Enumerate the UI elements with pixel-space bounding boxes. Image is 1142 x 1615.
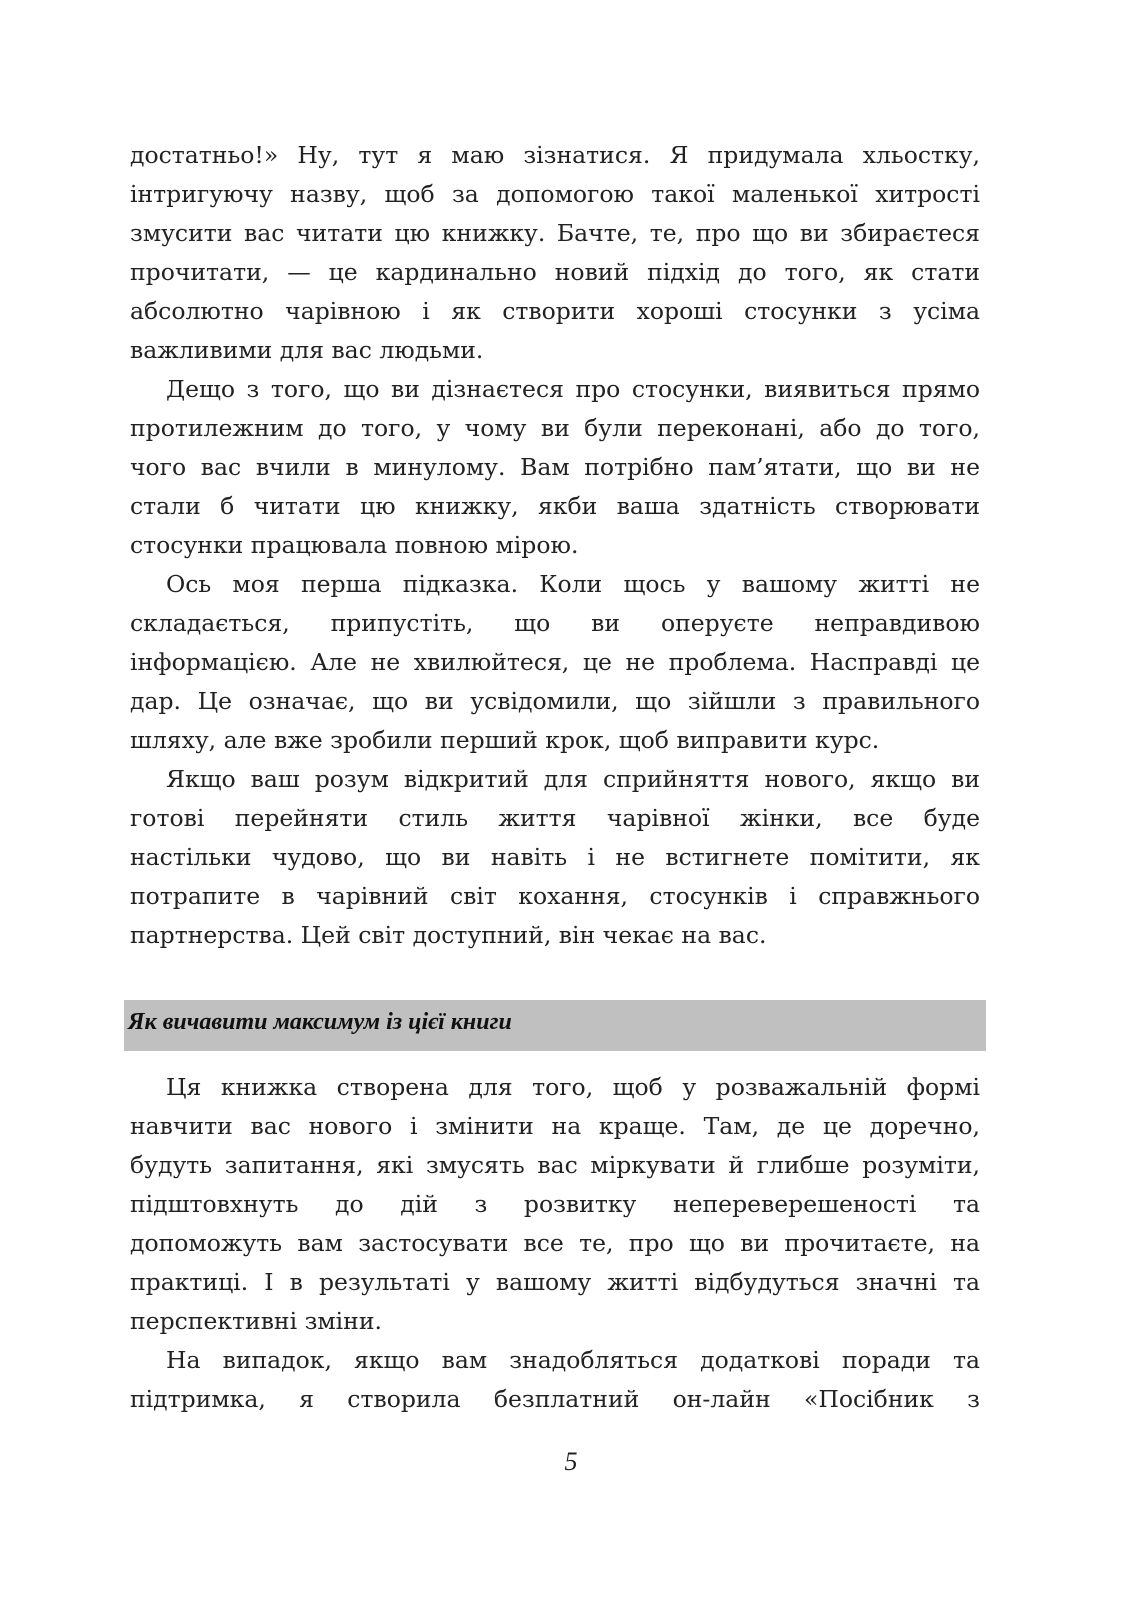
paragraph-line: перспективні зміни. (130, 1307, 382, 1335)
paragraph-line: стали б читати цю книжку, якби ваша здатність створювати (130, 492, 980, 520)
paragraph-line: навчити вас нового і змінити на краще. Там, де це доречно, (130, 1112, 980, 1140)
paragraph-line: практиці. І в результаті у вашому житті відбудуться значні та (130, 1268, 980, 1296)
paragraph-line: чого вас вчили в минулому. Вам потрібно пам’ятати, що ви не (130, 453, 980, 481)
paragraph-line: На випадок, якщо вам знадобляться додаткові поради та (166, 1346, 980, 1374)
body-text-section-2 (130, 1068, 980, 1419)
paragraph-line: змусити вас читати цю книжку. Бачте, те, про що ви збираєтеся (130, 219, 980, 247)
paragraph-line: прочитати, — це кардинально новий підхід до того, як стати (130, 258, 980, 286)
paragraph-line: допоможуть вам застосувати все те, про що ви прочитаєте, на (130, 1229, 980, 1257)
paragraph-line: шляху, але вже зробили перший крок, щоб виправити курс. (130, 726, 880, 754)
paragraph-line: потрапите в чарівний світ кохання, стосунків і справжнього (130, 882, 980, 910)
paragraph-line: Дещо з того, що ви дізнаєтеся про стосунки, виявиться прямо (166, 375, 980, 403)
body-text-section-1 (130, 136, 980, 955)
paragraph-line: підтримка, я створила безплатний он-лайн «Посібник з (130, 1385, 980, 1413)
page-number: 5 (564, 1447, 578, 1476)
paragraph-line: складається, припустіть, що ви оперуєте неправдивою (130, 609, 980, 637)
paragraph-line: Ця книжка створена для того, щоб у розважальній формі (166, 1073, 980, 1101)
paragraph-line: протилежним до того, у чому ви були переконані, або до того, (130, 414, 980, 442)
paragraph-line: інформацією. Але не хвилюйтеся, це не проблема. Насправді це (130, 648, 980, 676)
section-heading: Як вичавити максимум із цієї книги (128, 1009, 512, 1035)
paragraph-line: настільки чудово, що ви навіть і не встигнете помітити, як (130, 843, 980, 871)
paragraph-line: стосунки працювала повною мірою. (130, 531, 579, 559)
paragraph-line: підштовхнуть до дій з розвитку непереверешеності та (130, 1190, 980, 1218)
paragraph-line: будуть запитання, які змусять вас міркувати й глибше розуміти, (130, 1151, 980, 1179)
paragraph-line: достатньо!» Ну, тут я маю зізнатися. Я придумала хльостку, (130, 141, 980, 169)
paragraph-line: Ось моя перша підказка. Коли щось у вашому житті не (166, 570, 980, 598)
paragraph-line: дар. Це означає, що ви усвідомили, що зійшли з правильного (130, 687, 980, 715)
paragraph-line: готові перейняти стиль життя чарівної жінки, все буде (130, 804, 980, 832)
section-heading-bar (124, 1000, 986, 1051)
paragraph-line: Якщо ваш розум відкритий для сприйняття нового, якщо ви (166, 765, 980, 793)
paragraph-line: важливими для вас людьми. (130, 336, 484, 364)
paragraph-line: абсолютно чарівною і як створити хороші стосунки з усіма (130, 297, 980, 325)
paragraph-line: інтригуючу назву, щоб за допомогою такої маленької хитрості (130, 180, 980, 208)
paragraph-line: партнерства. Цей світ доступний, він чекає на вас. (130, 921, 767, 949)
